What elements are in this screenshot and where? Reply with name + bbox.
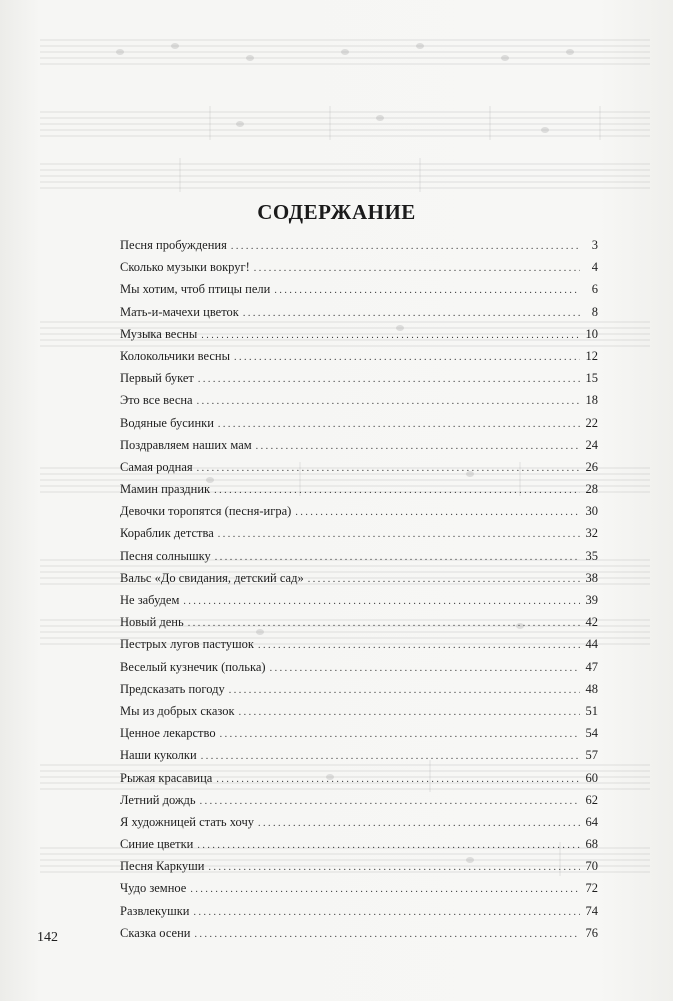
toc-entry-title: Мы хотим, чтоб птицы пели [120, 282, 271, 297]
toc-dot-leader [194, 902, 581, 924]
toc-entry-page: 44 [585, 637, 598, 652]
toc-entry-page: 24 [585, 437, 598, 452]
toc-dot-leader [198, 369, 580, 391]
toc-entry-page: 6 [591, 282, 598, 297]
toc-entry-page: 60 [585, 770, 598, 785]
toc-entry [120, 633, 598, 655]
toc-entry-title: Летний дождь [120, 792, 196, 807]
toc-entry-page: 12 [585, 348, 598, 363]
toc-entry-title: Девочки торопятся (песня-игра) [120, 504, 292, 519]
toc-entry-page: 39 [585, 593, 598, 607]
toc-entry-page: 26 [585, 459, 598, 474]
toc-entry [120, 522, 598, 544]
toc-dot-leader [258, 635, 580, 657]
toc-dot-leader [190, 879, 580, 901]
toc-entry-title: Мамин праздник [120, 482, 211, 497]
toc-entry [120, 456, 598, 478]
toc-heading: СОДЕРЖАНИЕ [257, 200, 416, 224]
toc-entry-page: 54 [585, 726, 598, 741]
toc-entry-title: Вальс «До свидания, детский сад» [120, 570, 304, 585]
toc-entry [120, 789, 598, 811]
toc-entry-page: 8 [591, 304, 598, 319]
toc-entry [120, 278, 598, 300]
toc-entry [120, 567, 598, 589]
toc-entry [120, 412, 598, 434]
toc-entry [120, 611, 598, 633]
toc-dot-leader [201, 746, 580, 768]
toc-entry-page: 35 [585, 548, 598, 563]
toc-entry [120, 700, 598, 722]
toc-dot-leader [220, 724, 580, 746]
toc-entry [120, 833, 598, 855]
toc-dot-leader [270, 658, 580, 680]
toc-dot-leader [208, 857, 580, 879]
toc-dot-leader [201, 325, 580, 347]
toc-entry-page: 3 [591, 238, 598, 252]
toc-entry [120, 811, 598, 833]
toc-entry-title: Это все весна [120, 393, 193, 408]
toc-entry [120, 855, 598, 877]
toc-dot-leader [234, 347, 580, 369]
toc-entry-title: Песня солнышку [120, 548, 211, 563]
toc-entry-page: 47 [585, 659, 598, 674]
toc-entry-page: 18 [585, 393, 598, 408]
toc-dot-leader [231, 236, 580, 258]
toc-dot-leader [197, 835, 580, 857]
toc-dot-leader [295, 502, 580, 524]
toc-entry-page: 51 [585, 703, 598, 718]
toc-entry-title: Мать-и-мачехи цветок [120, 304, 239, 319]
toc-entry-title: Наши куколки [120, 748, 197, 763]
toc-entry-title: Песня Каркуши [120, 859, 205, 874]
toc-entry-page: 42 [585, 615, 598, 630]
toc-entry-title: Я художницей стать хочу [120, 814, 254, 829]
toc-entry-title: Песня пробуждения [120, 238, 227, 252]
toc-entry-title: Кораблик детства [120, 526, 214, 541]
toc-dot-leader [274, 280, 580, 302]
toc-entry-page: 48 [585, 681, 598, 696]
toc-entry [120, 256, 598, 278]
toc-entry-page: 15 [585, 371, 598, 386]
toc-entry [120, 589, 598, 611]
toc-entry [120, 744, 598, 766]
toc-dot-leader [218, 524, 580, 546]
toc-entry [120, 301, 598, 323]
toc-entry [120, 656, 598, 678]
toc-entry-page: 70 [585, 859, 598, 874]
toc-entry-page: 30 [585, 504, 598, 519]
toc-dot-leader [239, 702, 580, 724]
toc-dot-leader [197, 458, 580, 480]
toc-entry-title: Развлекушки [120, 903, 190, 918]
toc-entry-title: Самая родная [120, 459, 193, 474]
toc-entry [120, 500, 598, 522]
toc-entry-title: Ценное лекарство [120, 726, 216, 741]
toc-entry-page: 76 [585, 925, 598, 940]
toc-dot-leader [216, 769, 580, 791]
toc-entry [120, 345, 598, 367]
toc-entry-title: Поздравляем наших мам [120, 437, 252, 452]
toc-entry-page: 28 [585, 482, 598, 497]
toc-entry-title: Мы из добрых сказок [120, 703, 235, 718]
toc-dot-leader [200, 791, 580, 813]
toc-entry [120, 434, 598, 456]
toc-entry-page: 57 [585, 748, 598, 763]
toc-entry [120, 678, 598, 700]
toc-entry-title: Сколько музыки вокруг! [120, 260, 250, 275]
toc-entry-page: 72 [585, 881, 598, 896]
toc-entry-page: 4 [591, 260, 598, 275]
toc-entry-page: 68 [585, 837, 598, 852]
toc-entry-title: Не забудем [120, 593, 180, 607]
toc-entry-title: Новый день [120, 615, 184, 630]
toc-dot-leader [254, 258, 580, 280]
toc-entry-title: Рыжая красавица [120, 770, 213, 785]
toc-entry-page: 64 [585, 814, 598, 829]
toc-dot-leader [197, 391, 580, 413]
toc-dot-leader [194, 924, 580, 946]
toc-entry-page: 38 [585, 570, 598, 585]
toc-entry [120, 922, 598, 944]
toc-entry [120, 367, 598, 389]
toc-dot-leader [308, 569, 580, 591]
toc-dot-leader [214, 480, 580, 502]
toc-entry-title: Веселый кузнечик (полька) [120, 659, 266, 674]
toc-entry-page: 74 [585, 903, 598, 918]
toc-entry-title: Водяные бусинки [120, 415, 214, 430]
toc-dot-leader [258, 813, 580, 835]
toc-dot-leader [229, 680, 580, 702]
toc-entry-page: 22 [585, 415, 598, 430]
toc-entry-title: Пестрых лугов пастушок [120, 637, 254, 652]
page-number: 142 [37, 930, 58, 945]
toc-entry [120, 722, 598, 744]
toc-dot-leader [218, 414, 580, 436]
toc-entry-title: Музыка весны [120, 326, 198, 341]
toc-entry [120, 389, 598, 411]
toc-entry-title: Предсказать погоду [120, 681, 225, 696]
toc-entry-page: 10 [585, 326, 598, 341]
toc-dot-leader [183, 591, 580, 613]
toc-entry-title: Колокольчики весны [120, 348, 230, 363]
toc-entry [120, 478, 598, 500]
toc-entry-title: Сказка осени [120, 925, 191, 940]
toc-entry-title: Синие цветки [120, 837, 194, 852]
toc-entry-page: 32 [585, 526, 598, 541]
toc-entry-page: 62 [585, 792, 598, 807]
toc-entry [120, 545, 598, 567]
toc-dot-leader [215, 547, 580, 569]
toc-entry [120, 767, 598, 789]
toc-entry [120, 877, 598, 899]
toc-dot-leader [188, 613, 580, 635]
toc-entry [120, 323, 598, 345]
toc-entry-title: Чудо земное [120, 881, 187, 896]
table-of-contents [120, 234, 598, 944]
toc-entry-title: Первый букет [120, 371, 194, 386]
toc-dot-leader [243, 303, 580, 325]
toc-dot-leader [256, 436, 580, 458]
toc-entry [120, 900, 598, 922]
toc-entry [120, 234, 598, 256]
